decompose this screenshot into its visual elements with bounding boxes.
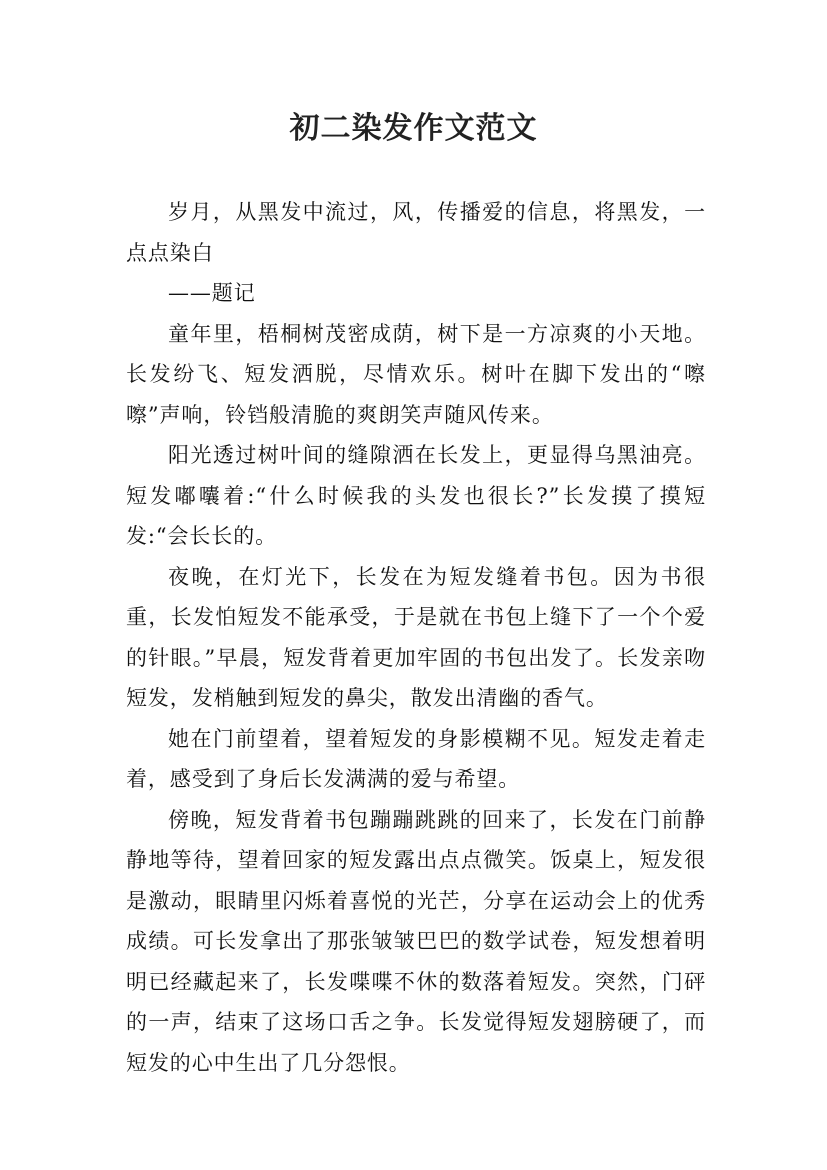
paragraph-doorway: 她在门前望着，望着短发的身影模糊不见。短发走着走着，感受到了身后长发满满的爱与希望。 [126,726,706,791]
paragraph-epigraph-note: ——题记 [168,281,256,305]
paragraph-night: 夜晚，在灯光下，长发在为短发缝着书包。因为书很重，长发怕短发不能承受，于是就在书包上缝下了一个个爱的针眼。”早晨，短发背着更加牢固的书包出发了。长发亲吻短发，发梢触到短发的鼻尖，散发出清幽的香气。 [126,564,706,710]
paragraph-evening: 傍晚，短发背着书包蹦蹦跳跳的回来了，长发在门前静静地等待，望着回家的短发露出点点微笑。饭桌上，短发很是激动，眼睛里闪烁着喜悦的光芒，分享在运动会上的优秀成绩。可长发拿出了那张皱皱巴巴的数学试卷，短发想着明明已经藏起来了，长发喋喋不休的数落着短发。突然，门砰的一声，结束了这场口舌之争。长发觉得短发翅膀硬了，而短发的心中生出了几分怨恨。 [126,807,706,1075]
paragraph-childhood: 童年里，梧桐树茂密成荫，树下是一方凉爽的小天地。长发纷飞、短发洒脱，尽情欢乐。树叶在脚下发出的“嚓嚓”声响，铃铛般清脆的爽朗笑声随风传来。 [126,321,706,427]
page-title: 初二染发作文范文 [289,111,538,146]
paragraph-intro: 岁月，从黑发中流过，风，传播爱的信息，将黑发，一点点染白 [126,200,706,265]
paragraph-sunlight: 阳光透过树叶间的缝隙洒在长发上，更显得乌黑油亮。短发嘟囔着:“什么时候我的头发也很长?”长发摸了摸短发:“会长长的。 [126,443,706,548]
document-body [126,192,706,1083]
